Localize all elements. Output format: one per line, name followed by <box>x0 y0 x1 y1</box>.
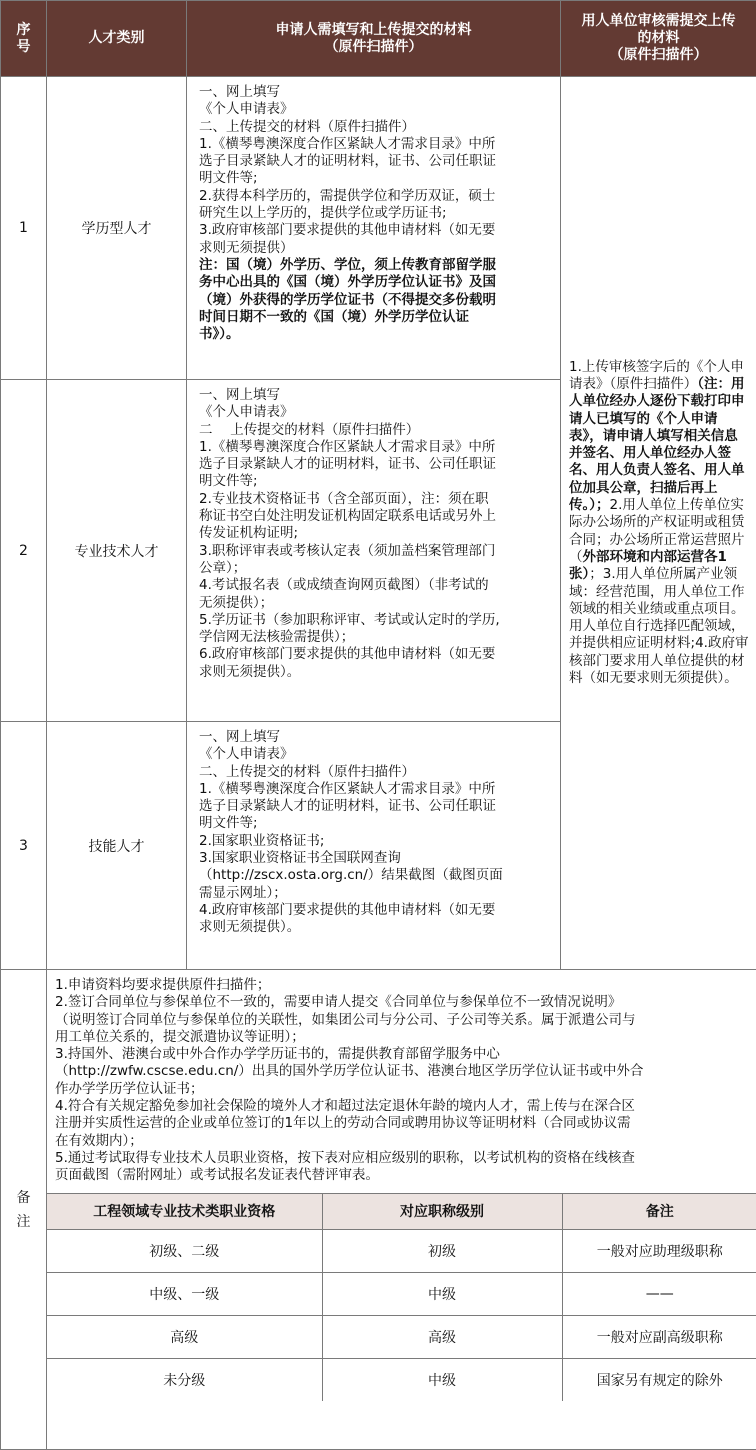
text-line: （境）外获得的学历学位证书（不得提交多份载明 <box>199 292 554 309</box>
text-line: 选子目录紧缺人才的证明材料，证书、公司任职证 <box>199 798 554 815</box>
notes-label: 备 注 <box>1 970 47 1450</box>
text-line: 赁合同；办公场所正常运 <box>569 514 745 547</box>
text-line: 明材料; <box>650 635 695 651</box>
sub-cell-title-level: 初级 <box>322 1229 562 1272</box>
text-line: 用人单位经办人签名、用 <box>569 445 731 478</box>
sub-row <box>47 1272 756 1315</box>
note-line: （说明签订合同单位与参保单位的关联性，如集团公司与分公司、子公司等关系。属于派遣公司与 <box>55 1012 748 1029</box>
row-academic-talent <box>1 77 756 380</box>
header-applicant-materials: 申请人需填写和上传提交的材料 （原件扫描件） <box>187 1 561 77</box>
text-line: 公章）； <box>199 560 554 577</box>
text-line: 求则无须提供）。 <box>199 664 554 681</box>
text-line: 明文件等; <box>199 170 554 187</box>
sub-cell-title-level: 中级 <box>322 1358 562 1401</box>
text-line: 1.《横琴粤澳深度合作区紧缺人才需求目录》中所 <box>199 439 554 456</box>
sub-header-title-level: 对应职称级别 <box>322 1193 562 1229</box>
text-line: 1.《横琴粤澳深度合作区紧缺人才需求目录》中所 <box>199 136 554 153</box>
employer-materials-cell <box>561 77 756 970</box>
text-line: 营照片（外部环境和内部 <box>569 532 745 565</box>
note-line: 页面截图（需附网址）或考试报名发证表代替评审表。 <box>55 1167 748 1184</box>
sub-cell-remark: 国家另有规定的除外 <box>562 1358 756 1401</box>
sub-cell-title-level: 高级 <box>322 1315 562 1358</box>
note-line: 5.通过考试取得专业技术人员职业资格，按下表对应相应级别的职称，以考试机构的资格在线核查 <box>55 1150 748 1167</box>
text-line: 运营各1张）； <box>569 549 727 582</box>
note-line: （http://zwfw.cscse.edu.cn/）出具的国外学历学位认证书、港澳台地区学历学位认证书或中外合 <box>55 1063 748 1080</box>
text-line: 匹配领域，并提供相应证 <box>569 618 745 651</box>
note-line: 2.签订合同单位与参保单位不一致的，需要申请人提交《合同单位与参保单位不一致情况说明》 <box>55 994 748 1011</box>
text-line: 4.政府审核部门要求用人 <box>569 635 748 668</box>
text-line: （注：用人单位经办人逐 <box>569 376 745 409</box>
text-line: 求则无须提供）。 <box>637 670 738 686</box>
text-line: 选子目录紧缺人才的证明材料，证书、公司任职证 <box>199 456 554 473</box>
sub-header-row <box>47 1193 756 1229</box>
text-line: 时间日期不一致的《国（境）外学历学位认证 <box>199 309 554 326</box>
text-line: 注：国（境）外学历、学位，须上传教育部留学服 <box>199 257 554 274</box>
note-line: 4.符合有关规定豁免参加社会保险的境外人才和超过法定退休年龄的境内人才，需上传与在深合区 <box>55 1098 748 1115</box>
text-line: 研究生以上学历的，提供学位或学历证书; <box>199 205 554 222</box>
sub-cell-title-level: 中级 <box>322 1272 562 1315</box>
applicant-materials-cell <box>187 722 561 970</box>
text-line: 传。）； <box>569 497 610 513</box>
sub-row <box>47 1229 756 1272</box>
text-line: 一、网上填写 <box>199 84 554 101</box>
text-line: 2.专业技术资格证书（含全部页面），注：须在职 <box>199 491 554 508</box>
header-no: 序 号 <box>1 1 47 77</box>
sub-row <box>47 1315 756 1358</box>
applicant-materials-cell <box>187 77 561 380</box>
text-line: 经营范围，用人单位工作 <box>596 584 745 600</box>
text-line: 二、上传提交的材料（原件扫描件） <box>199 119 554 136</box>
qualification-title-table <box>47 1193 756 1402</box>
text-line: 的《个人申请表》，请申 <box>569 411 718 444</box>
text-line: 5.学历证书（参加职称评审、考试或认定时的学历, <box>199 612 554 629</box>
sub-cell-remark: —— <box>562 1272 756 1315</box>
notes-cell <box>47 970 756 1450</box>
text-line: 称证书空白处注明发证机构固定联系电话或另外上 <box>199 508 554 525</box>
text-line: 书》）。 <box>199 326 554 343</box>
text-line: 二 上传提交的材料（原件扫描件） <box>199 422 554 439</box>
text-line: 学信网无法核验需提供）； <box>199 629 554 646</box>
header-category: 人才类别 <box>47 1 187 77</box>
text-line: 求则无须提供）。 <box>199 919 554 936</box>
text-line: 4.政府审核部门要求提供的其他申请材料（如无要 <box>199 902 554 919</box>
text-line: 4.考试报名表（或成绩查询网页截图）（非考试的 <box>199 577 554 594</box>
text-line: （http://zscx.osta.org.cn/）结果截图（截图页面 <box>199 867 554 884</box>
row-no: 1 <box>1 77 47 380</box>
row-no: 2 <box>1 380 47 722</box>
text-line: 二、上传提交的材料（原件扫描件） <box>199 764 554 781</box>
text-line: 3.政府审核部门要求提供的其他申请材料（如无要 <box>199 222 554 239</box>
text-line: 3.国家职业资格证书全国联网查询 <box>199 850 554 867</box>
note-line: 用工单位关系的，提交派遣协议等证明）； <box>55 1029 748 1046</box>
text-line: 3.职称评审表或考核认定表（须加盖档案管理部门 <box>199 543 554 560</box>
sub-cell-qualification: 中级、一级 <box>47 1272 322 1315</box>
header-row <box>1 1 756 77</box>
sub-cell-qualification: 未分级 <box>47 1358 322 1401</box>
text-line: 人负责人签名、用人单位 <box>569 462 745 495</box>
text-line: 单位提供的材料（如无要 <box>569 653 745 686</box>
sub-cell-qualification: 高级 <box>47 1315 322 1358</box>
applicant-materials-cell <box>187 380 561 722</box>
text-line: 《个人申请表》 <box>199 101 554 118</box>
text-line: 明文件等; <box>199 473 554 490</box>
sub-row <box>47 1358 756 1401</box>
header-employer-materials: 用人单位审核需提交上传 的材料 （原件扫描件） <box>561 1 756 77</box>
text-line: 一、网上填写 <box>199 729 554 746</box>
text-line: 2.用人单位上传单位实际 <box>569 497 744 530</box>
text-line: 选子目录紧缺人才的证明材料，证书、公司任职证 <box>199 153 554 170</box>
text-line: 需显示网址）； <box>199 885 554 902</box>
text-line: 明文件等; <box>199 815 554 832</box>
row-category: 专业技术人才 <box>47 380 187 722</box>
sub-header-qualification: 工程领域专业技术类职业资格 <box>47 1193 322 1229</box>
row-category: 技能人才 <box>47 722 187 970</box>
note-line: 3.持国外、港澳台或中外合作办学学历证书的，需提供教育部留学服务中心 <box>55 1046 748 1063</box>
text-line: 领域的相关业绩或重点项 <box>569 601 718 617</box>
text-line: 《个人申请表》 <box>199 404 554 421</box>
notes-row <box>1 970 756 1450</box>
text-line: 一、网上填写 <box>199 387 554 404</box>
text-line: 办公场所的产权证明或租 <box>583 514 732 530</box>
text-line: 2.国家职业资格证书; <box>199 833 554 850</box>
text-line: 请人填写相关信息并签名、 <box>569 428 738 461</box>
text-line: 求则无须提供） <box>199 240 554 257</box>
text-line: 加具公章，扫描后再上 <box>583 480 718 496</box>
note-line: 在有效期内）； <box>55 1133 748 1150</box>
text-line: 2.获得本科学历的，需提供学位和学历双证，硕士 <box>199 188 554 205</box>
row-no: 3 <box>1 722 47 970</box>
sub-cell-remark: 一般对应副高级职称 <box>562 1315 756 1358</box>
text-line: 6.政府审核部门要求提供的其他申请材料（如无要 <box>199 646 554 663</box>
text-line: 3.用人单位所属产业领域： <box>569 566 737 599</box>
text-line: 传发证机构证明; <box>199 525 554 542</box>
text-line: 1.《横琴粤澳深度合作区紧缺人才需求目录》中所 <box>199 781 554 798</box>
text-line: 《个人申请表》 <box>199 746 554 763</box>
row-category: 学历型人才 <box>47 77 187 380</box>
text-line: 份下载打印申请人已填写 <box>569 393 745 426</box>
text-line: 1.上传审核签字后的《个 <box>569 359 717 375</box>
text-line: 人申请表》（原件扫描件） <box>569 359 744 392</box>
text-line: 务中心出具的《国（境）外学历学位认证书》及国 <box>199 274 554 291</box>
sub-cell-qualification: 初级、二级 <box>47 1229 322 1272</box>
note-line: 1.申请资料均要求提供原件扫描件； <box>55 977 748 994</box>
text-line: 无须提供）； <box>199 595 554 612</box>
sub-cell-remark: 一般对应助理级职称 <box>562 1229 756 1272</box>
note-line: 注册并实质性运营的企业或单位签订的1年以上的劳动合同或聘用协议等证明材料（合同或协议需 <box>55 1115 748 1132</box>
note-line: 作办学学历学位认证书； <box>55 1081 748 1098</box>
text-line: 目。用人单位自行选择 <box>569 601 745 634</box>
notes-text <box>47 970 756 1193</box>
sub-header-remark: 备注 <box>562 1193 756 1229</box>
